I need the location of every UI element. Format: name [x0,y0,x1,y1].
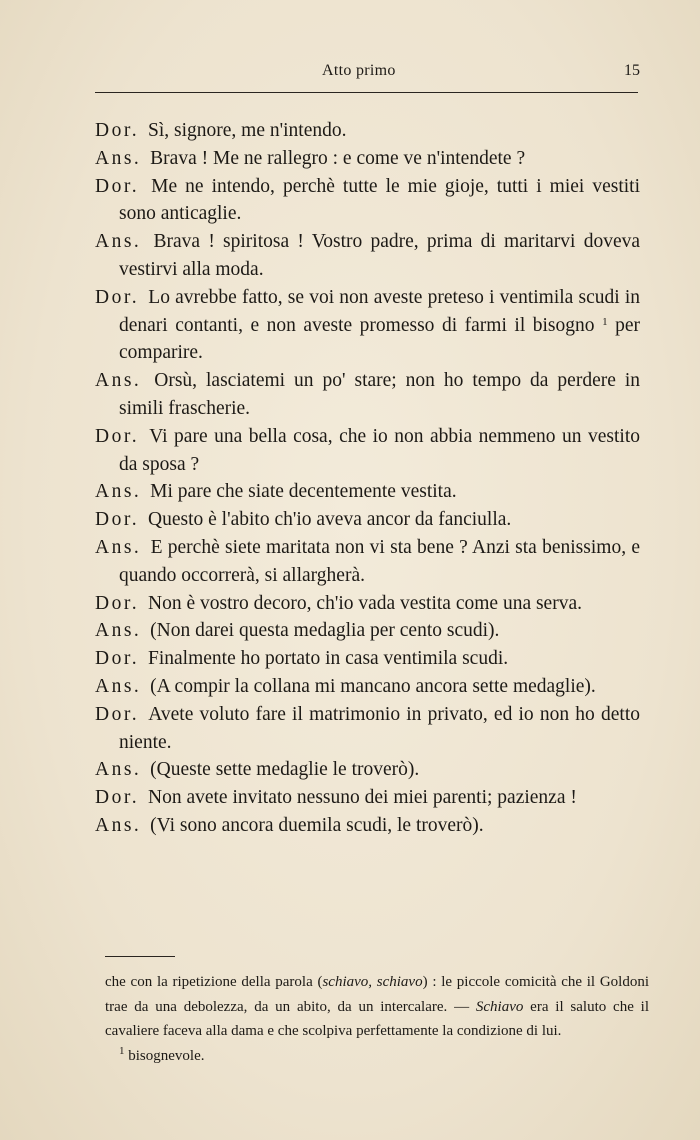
speaker-name: Dor. [95,592,140,614]
speech-text: (Vi sono ancora duemila scudi, le troverò). [150,814,484,836]
dialogue-turn [95,590,640,618]
speaker-name: Ans. [95,231,142,253]
speech-text: (Queste sette medaglie le troverò). [150,759,420,781]
footnotes [105,970,649,1068]
dialogue-turn [95,228,640,284]
dialogue-text [95,117,640,840]
speech-text: Questo è l'abito ch'io aveva ancor da fanciulla. [148,509,512,531]
speaker-name: Ans. [95,675,142,697]
dialogue-turn [95,617,640,645]
footnote-text: ) : le piccole comicità che il Goldoni trae da una debolezza, da un abito, da un intercalare. — [105,974,649,1015]
speech-text: Lo avrebbe fatto, se voi non aveste preteso i ventimila scudi in denari contanti, e non aveste promesso di farmi il bisogno [119,286,640,336]
page-number: 15 [624,62,640,79]
speech-text: Orsù, lasciatemi un po' stare; non ho tempo da perdere in simili frascherie. [119,370,641,419]
speech-text: Vi pare una bella cosa, che io non abbia nemmeno un vestito da sposa ? [119,425,640,475]
speaker-name: Ans. [95,814,142,836]
dialogue-turn [95,784,640,812]
dialogue-turn [95,423,640,479]
dialogue-turn [95,367,640,423]
speaker-name: Dor. [95,425,140,447]
speaker-name: Ans. [95,759,142,781]
speaker-name: Ans. [95,620,142,642]
speech-text: Sì, signore, me n'intendo. [148,120,347,141]
footnote-rule [105,956,175,957]
speaker-name: Dor. [95,509,140,531]
header-rule [95,92,638,93]
speaker-name: Ans. [95,481,142,503]
footnote-number: 1 [119,1044,125,1057]
speech-text: Mi pare che siate decentemente vestita. [150,481,457,503]
footnote-text: bisognevole. [128,1047,205,1064]
dialogue-turn [95,756,640,784]
running-header [95,62,640,84]
dialogue-turn [95,812,640,840]
running-title: Atto primo [322,62,396,79]
dialogue-turn [95,673,640,701]
footnote-text: era il saluto che il cavaliere faceva alla dama e che scolpiva perfettamente la condizione di lui. [105,998,649,1039]
speech-text: Non è vostro decoro, ch'io vada vestita come una serva. [148,592,582,614]
speech-text: Me ne intendo, perchè tutte le mie gioje, tutti i miei vestiti sono anticaglie. [119,175,640,225]
speaker-name: Dor. [95,648,140,670]
dialogue-turn [95,478,640,506]
speaker-name: Ans. [95,147,142,169]
footnote-1 [105,1044,649,1069]
speaker-name: Dor. [95,286,140,308]
speaker-name: Dor. [95,175,140,197]
speaker-name: Ans. [95,370,142,392]
dialogue-turn [95,117,640,145]
speaker-name: Dor. [95,703,140,725]
speech-text: (A compir la collana mi mancano ancora sette medaglie). [150,675,596,697]
speaker-name: Dor. [95,787,140,809]
dialogue-turn [95,284,640,367]
dialogue-turn [95,645,640,673]
dialogue-turn [95,173,640,229]
dialogue-turn [95,506,640,534]
speech-text: Avete voluto fare il matrimonio in privato, ed io non ho detto niente. [119,703,640,753]
speech-text: E perchè siete maritata non vi sta bene ? Anzi sta benissimo, e quando occorrerà, si allargherà. [119,536,641,586]
speech-text: Brava ! spiritosa ! Vostro padre, prima di maritarvi doveva vestirvi alla moda. [119,231,641,280]
speech-text: Non avete invitato nessuno dei miei parenti; pazienza ! [148,787,577,809]
dialogue-turn [95,701,640,757]
footnote-continuation [105,970,649,1044]
dialogue-turn [95,145,640,173]
speech-text: Brava ! Me ne rallegro : e come ve n'intendete ? [150,147,526,169]
speaker-name: Dor. [95,120,140,141]
footnote-text: che con la ripetizione della parola ( [105,974,323,990]
speech-text: (Non darei questa medaglia per cento scudi). [150,620,500,642]
speech-text: Finalmente ho portato in casa ventimila scudi. [148,648,509,670]
speaker-name: Ans. [95,536,142,558]
dialogue-turn [95,534,640,590]
speech-text: per comparire. [119,314,640,364]
footnote-italic: Schiavo [475,998,524,1015]
footnote-italic: schiavo, schiavo [322,974,423,990]
footnote-ref: 1 [602,315,608,328]
